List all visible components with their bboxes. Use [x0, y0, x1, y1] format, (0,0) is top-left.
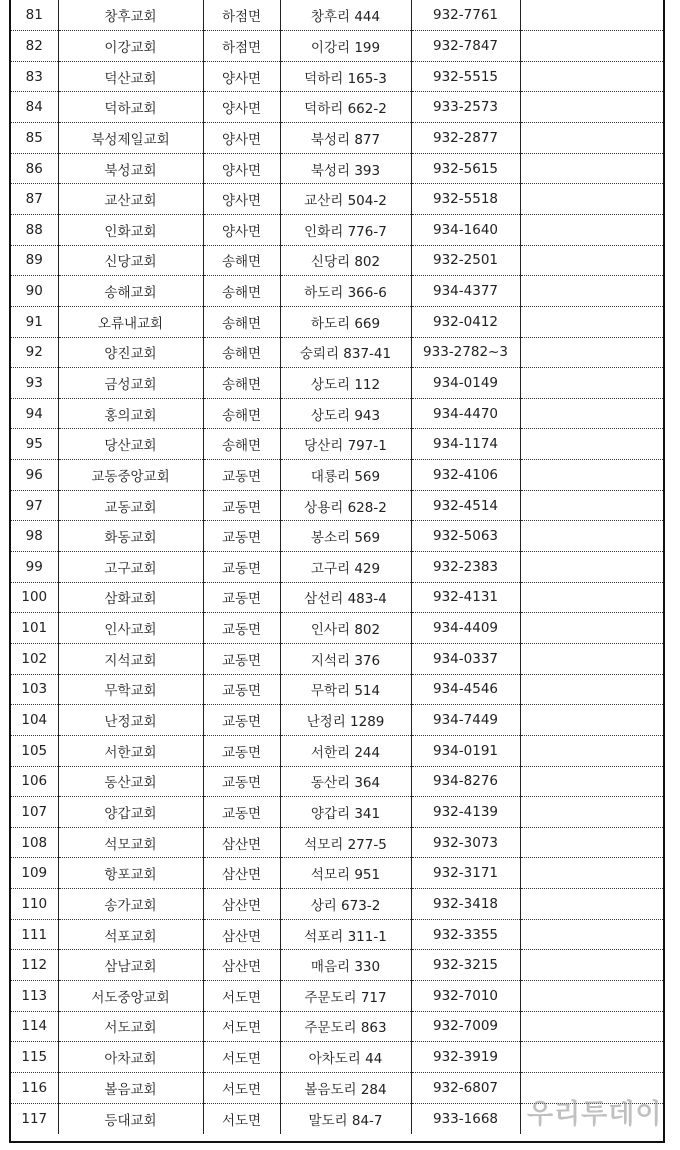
- township: 삼산면: [203, 858, 280, 889]
- township: 교동면: [203, 490, 280, 521]
- row-number: 103: [11, 674, 58, 705]
- church-name: 고구교회: [58, 552, 203, 583]
- row-number: 109: [11, 858, 58, 889]
- address: 상도리 943: [280, 398, 411, 429]
- church-name: 교산교회: [58, 184, 203, 215]
- township: 교동면: [203, 643, 280, 674]
- table-row: [11, 674, 663, 705]
- church-name: 덕하교회: [58, 92, 203, 123]
- church-name: 북성제일교회: [58, 123, 203, 154]
- note-cell: [520, 674, 663, 705]
- church-name: 동산교회: [58, 766, 203, 797]
- row-number: 105: [11, 735, 58, 766]
- table-row: [11, 950, 663, 981]
- note-cell: [520, 153, 663, 184]
- township: 송해면: [203, 245, 280, 276]
- township: 삼산면: [203, 827, 280, 858]
- phone-number: 932-3215: [411, 950, 520, 981]
- address: 신당리 802: [280, 245, 411, 276]
- church-name: 양진교회: [58, 337, 203, 368]
- note-cell: [520, 368, 663, 399]
- table-row: [11, 214, 663, 245]
- row-number: 98: [11, 521, 58, 552]
- note-cell: [520, 582, 663, 613]
- phone-number: 932-3418: [411, 889, 520, 920]
- table-row: [11, 153, 663, 184]
- table-row: [11, 31, 663, 62]
- table-row: [11, 735, 663, 766]
- address: 하도리 366-6: [280, 276, 411, 307]
- note-cell: [520, 613, 663, 644]
- table-row: [11, 889, 663, 920]
- township: 양사면: [203, 184, 280, 215]
- note-cell: [520, 1072, 663, 1103]
- township: 송해면: [203, 276, 280, 307]
- church-name: 아차교회: [58, 1042, 203, 1073]
- address: 서한리 244: [280, 735, 411, 766]
- row-number: 92: [11, 337, 58, 368]
- phone-number: 934-0149: [411, 368, 520, 399]
- table-row: [11, 92, 663, 123]
- church-name: 서도교회: [58, 1011, 203, 1042]
- township: 서도면: [203, 981, 280, 1012]
- address: 지석리 376: [280, 643, 411, 674]
- note-cell: [520, 337, 663, 368]
- phone-number: 932-7847: [411, 31, 520, 62]
- address: 아차도리 44: [280, 1042, 411, 1073]
- township: 서도면: [203, 1103, 280, 1134]
- row-number: 113: [11, 981, 58, 1012]
- table-row: [11, 643, 663, 674]
- note-cell: [520, 398, 663, 429]
- table-row: [11, 184, 663, 215]
- church-name: 송해교회: [58, 276, 203, 307]
- table-row: [11, 0, 663, 31]
- township: 양사면: [203, 123, 280, 154]
- row-number: 111: [11, 919, 58, 950]
- phone-number: 934-7449: [411, 705, 520, 736]
- watermark-logo: 우리투데이: [527, 1099, 663, 1130]
- phone-number: 934-0191: [411, 735, 520, 766]
- row-number: 83: [11, 61, 58, 92]
- phone-number: 934-1640: [411, 214, 520, 245]
- phone-number: 932-4139: [411, 797, 520, 828]
- township: 교동면: [203, 613, 280, 644]
- phone-number: 932-3171: [411, 858, 520, 889]
- church-name: 삼남교회: [58, 950, 203, 981]
- church-name: 인사교회: [58, 613, 203, 644]
- row-number: 90: [11, 276, 58, 307]
- table-row: [11, 552, 663, 583]
- church-name: 양갑교회: [58, 797, 203, 828]
- note-cell: [520, 521, 663, 552]
- phone-number: 934-4470: [411, 398, 520, 429]
- table-row: [11, 61, 663, 92]
- row-number: 82: [11, 31, 58, 62]
- phone-number: 932-5518: [411, 184, 520, 215]
- note-cell: [520, 429, 663, 460]
- table-row: [11, 123, 663, 154]
- row-number: 110: [11, 889, 58, 920]
- note-cell: [520, 184, 663, 215]
- table-row: [11, 613, 663, 644]
- address: 주문도리 717: [280, 981, 411, 1012]
- phone-number: 932-5615: [411, 153, 520, 184]
- township: 양사면: [203, 92, 280, 123]
- note-cell: [520, 643, 663, 674]
- row-number: 108: [11, 827, 58, 858]
- church-directory-sheet: [9, 0, 665, 1143]
- phone-number: 934-0337: [411, 643, 520, 674]
- row-number: 89: [11, 245, 58, 276]
- phone-number: 934-1174: [411, 429, 520, 460]
- address: 주문도리 863: [280, 1011, 411, 1042]
- church-name: 삼화교회: [58, 582, 203, 613]
- table-row: [11, 368, 663, 399]
- township: 서도면: [203, 1072, 280, 1103]
- township: 교동면: [203, 674, 280, 705]
- township: 서도면: [203, 1042, 280, 1073]
- phone-number: 934-8276: [411, 766, 520, 797]
- table-row: [11, 306, 663, 337]
- note-cell: [520, 92, 663, 123]
- table-row: [11, 460, 663, 491]
- address: 삼선리 483-4: [280, 582, 411, 613]
- church-name: 교동중앙교회: [58, 460, 203, 491]
- church-name: 신당교회: [58, 245, 203, 276]
- address: 상도리 112: [280, 368, 411, 399]
- note-cell: [520, 981, 663, 1012]
- note-cell: [520, 705, 663, 736]
- address: 말도리 84-7: [280, 1103, 411, 1134]
- address: 무학리 514: [280, 674, 411, 705]
- row-number: 112: [11, 950, 58, 981]
- township: 양사면: [203, 153, 280, 184]
- church-name: 화동교회: [58, 521, 203, 552]
- note-cell: [520, 276, 663, 307]
- church-name: 항포교회: [58, 858, 203, 889]
- note-cell: [520, 858, 663, 889]
- address: 대룡리 569: [280, 460, 411, 491]
- address: 북성리 393: [280, 153, 411, 184]
- table-row: [11, 582, 663, 613]
- note-cell: [520, 1011, 663, 1042]
- township: 교동면: [203, 705, 280, 736]
- table-row: [11, 797, 663, 828]
- township: 교동면: [203, 582, 280, 613]
- note-cell: [520, 1042, 663, 1073]
- note-cell: [520, 735, 663, 766]
- phone-number: 932-0412: [411, 306, 520, 337]
- church-name: 등대교회: [58, 1103, 203, 1134]
- phone-number: 932-2501: [411, 245, 520, 276]
- note-cell: [520, 797, 663, 828]
- township: 교동면: [203, 521, 280, 552]
- row-number: 96: [11, 460, 58, 491]
- note-cell: [520, 950, 663, 981]
- address: 석모리 951: [280, 858, 411, 889]
- row-number: 88: [11, 214, 58, 245]
- church-name: 서한교회: [58, 735, 203, 766]
- table-row: [11, 827, 663, 858]
- note-cell: [520, 245, 663, 276]
- address: 북성리 877: [280, 123, 411, 154]
- township: 송해면: [203, 429, 280, 460]
- address: 난정리 1289: [280, 705, 411, 736]
- address: 매음리 330: [280, 950, 411, 981]
- row-number: 106: [11, 766, 58, 797]
- table-row: [11, 981, 663, 1012]
- phone-number: 932-3073: [411, 827, 520, 858]
- note-cell: [520, 827, 663, 858]
- row-number: 84: [11, 92, 58, 123]
- note-cell: [520, 1103, 663, 1134]
- church-name: 석모교회: [58, 827, 203, 858]
- note-cell: [520, 31, 663, 62]
- church-name: 난정교회: [58, 705, 203, 736]
- address: 고구리 429: [280, 552, 411, 583]
- township: 송해면: [203, 398, 280, 429]
- phone-number: 934-4377: [411, 276, 520, 307]
- phone-number: 932-2877: [411, 123, 520, 154]
- address: 이강리 199: [280, 31, 411, 62]
- table-row: [11, 858, 663, 889]
- church-name: 인화교회: [58, 214, 203, 245]
- note-cell: [520, 490, 663, 521]
- address: 덕하리 662-2: [280, 92, 411, 123]
- phone-number: 932-4131: [411, 582, 520, 613]
- township: 삼산면: [203, 950, 280, 981]
- church-name: 북성교회: [58, 153, 203, 184]
- note-cell: [520, 306, 663, 337]
- table-row: [11, 521, 663, 552]
- row-number: 114: [11, 1011, 58, 1042]
- township: 양사면: [203, 214, 280, 245]
- row-number: 87: [11, 184, 58, 215]
- table-row: [11, 1011, 663, 1042]
- township: 하점면: [203, 31, 280, 62]
- township: 교동면: [203, 552, 280, 583]
- church-name: 당산교회: [58, 429, 203, 460]
- church-name: 창후교회: [58, 0, 203, 31]
- phone-number: 933-2782~3: [411, 337, 520, 368]
- row-number: 102: [11, 643, 58, 674]
- row-number: 117: [11, 1103, 58, 1134]
- note-cell: [520, 919, 663, 950]
- phone-number: 932-7009: [411, 1011, 520, 1042]
- table-row: [11, 429, 663, 460]
- township: 송해면: [203, 337, 280, 368]
- address: 인화리 776-7: [280, 214, 411, 245]
- church-name: 무학교회: [58, 674, 203, 705]
- table-row: [11, 398, 663, 429]
- note-cell: [520, 552, 663, 583]
- township: 송해면: [203, 306, 280, 337]
- row-number: 86: [11, 153, 58, 184]
- township: 교동면: [203, 797, 280, 828]
- church-name: 지석교회: [58, 643, 203, 674]
- church-name: 오류내교회: [58, 306, 203, 337]
- phone-number: 932-3355: [411, 919, 520, 950]
- phone-number: 933-2573: [411, 92, 520, 123]
- note-cell: [520, 889, 663, 920]
- row-number: 91: [11, 306, 58, 337]
- church-name: 송가교회: [58, 889, 203, 920]
- table-row: [11, 766, 663, 797]
- table-row: [11, 1072, 663, 1103]
- church-name: 서도중앙교회: [58, 981, 203, 1012]
- row-number: 116: [11, 1072, 58, 1103]
- row-number: 81: [11, 0, 58, 31]
- table-row: [11, 705, 663, 736]
- table-row: [11, 919, 663, 950]
- note-cell: [520, 766, 663, 797]
- row-number: 85: [11, 123, 58, 154]
- phone-number: 932-6807: [411, 1072, 520, 1103]
- note-cell: [520, 460, 663, 491]
- township: 삼산면: [203, 889, 280, 920]
- address: 숭뢰리 837-41: [280, 337, 411, 368]
- table-row: [11, 1103, 663, 1134]
- address: 인사리 802: [280, 613, 411, 644]
- address: 덕하리 165-3: [280, 61, 411, 92]
- church-directory-table: [11, 0, 663, 1134]
- phone-number: 934-4546: [411, 674, 520, 705]
- row-number: 99: [11, 552, 58, 583]
- church-directory-body: [11, 0, 663, 1134]
- row-number: 95: [11, 429, 58, 460]
- row-number: 104: [11, 705, 58, 736]
- church-name: 볼음교회: [58, 1072, 203, 1103]
- church-name: 홍의교회: [58, 398, 203, 429]
- address: 상용리 628-2: [280, 490, 411, 521]
- row-number: 100: [11, 582, 58, 613]
- row-number: 115: [11, 1042, 58, 1073]
- table-row: [11, 1042, 663, 1073]
- table-row: [11, 245, 663, 276]
- address: 동산리 364: [280, 766, 411, 797]
- address: 당산리 797-1: [280, 429, 411, 460]
- address: 창후리 444: [280, 0, 411, 31]
- note-cell: [520, 0, 663, 31]
- township: 하점면: [203, 0, 280, 31]
- township: 교동면: [203, 460, 280, 491]
- address: 상리 673-2: [280, 889, 411, 920]
- phone-number: 932-4106: [411, 460, 520, 491]
- phone-number: 932-7010: [411, 981, 520, 1012]
- phone-number: 933-1668: [411, 1103, 520, 1134]
- address: 양갑리 341: [280, 797, 411, 828]
- row-number: 94: [11, 398, 58, 429]
- phone-number: 932-5515: [411, 61, 520, 92]
- row-number: 107: [11, 797, 58, 828]
- address: 볼음도리 284: [280, 1072, 411, 1103]
- church-name: 이강교회: [58, 31, 203, 62]
- address: 석모리 277-5: [280, 827, 411, 858]
- phone-number: 932-3919: [411, 1042, 520, 1073]
- row-number: 101: [11, 613, 58, 644]
- phone-number: 932-2383: [411, 552, 520, 583]
- phone-number: 934-4409: [411, 613, 520, 644]
- row-number: 93: [11, 368, 58, 399]
- table-row: [11, 276, 663, 307]
- township: 양사면: [203, 61, 280, 92]
- table-row: [11, 337, 663, 368]
- church-name: 교동교회: [58, 490, 203, 521]
- address: 하도리 669: [280, 306, 411, 337]
- township: 교동면: [203, 735, 280, 766]
- table-row: [11, 490, 663, 521]
- township: 서도면: [203, 1011, 280, 1042]
- phone-number: 932-5063: [411, 521, 520, 552]
- township: 송해면: [203, 368, 280, 399]
- address: 봉소리 569: [280, 521, 411, 552]
- church-name: 석포교회: [58, 919, 203, 950]
- row-number: 97: [11, 490, 58, 521]
- church-name: 금성교회: [58, 368, 203, 399]
- phone-number: 932-4514: [411, 490, 520, 521]
- note-cell: [520, 214, 663, 245]
- note-cell: [520, 123, 663, 154]
- township: 교동면: [203, 766, 280, 797]
- township: 삼산면: [203, 919, 280, 950]
- church-name: 덕산교회: [58, 61, 203, 92]
- address: 교산리 504-2: [280, 184, 411, 215]
- address: 석포리 311-1: [280, 919, 411, 950]
- phone-number: 932-7761: [411, 0, 520, 31]
- note-cell: [520, 61, 663, 92]
